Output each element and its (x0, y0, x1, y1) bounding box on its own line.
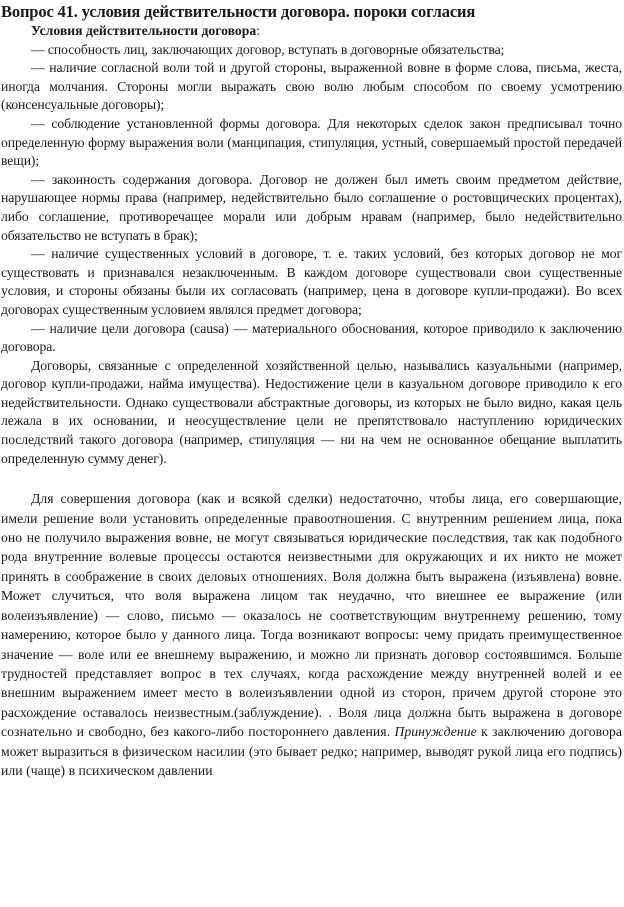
paragraph-gap (1, 468, 622, 489)
will-expression-paragraph (1, 489, 622, 780)
will-section (1, 489, 622, 780)
page-title: Вопрос 41. условия действительности договора. пороки согласия (1, 2, 476, 21)
subtitle-text: Условия действительности договора (31, 23, 257, 38)
will-paragraph-start: Для совершения договора (как и всякой сделки) недостаточно, чтобы лица, его совершающие, имели решение воли установить определенные правоотношения. С внутренним решением лица, пока оно не получило выражения вовне, не могут связываться юридические последствия, так как подобного рода внутренние волевые процессы остаются неизвестными для окружающих и их никто не может принять в соображение в своих деловых отношениях. Воля должна быть выражена (изъявлена) вовне. Может случиться, что воля выражена лицом так неудачно, что внешнее ее выражение (или волеизъявление) — слово, письмо — оказалось не соответствующим внутреннему решению, тому намерению, которое было у данного лица. Тогда возникают вопросы: чему придать преимущественное значение — воле или ее внешнему выражению, и можно ли признать договор состоявшимся. Больше трудностей представляет вопрос в тех случаях, когда расхождение между внутренней волей и ее внешним выражением имеет место в волеизъявлении одной из сторон, причем другой стороне это расхождение оставалось неизвестным.(заблуждение). . Воля лица должна быть выражена в договоре сознательно и свободно, без какого-либо постороннего давления. (1, 491, 622, 740)
condition-legality: — законность содержания договора. Договор не должен был иметь своим предметом действие, нарушающее нормы права (например, недействительно было соглашение о ростовщических процентах), либо соглашение, противоречащее морали или добрым нравам (например, было недействительно обязательство не вступать в брак); (1, 171, 622, 243)
condition-causa: — наличие цели договора (causa) — материального обоснования, которое приводило к заключению договора. (1, 320, 622, 355)
section-subtitle (1, 22, 622, 41)
coercion-term: Принуждение (394, 724, 477, 740)
will-paragraph-end: к заключению договора может выразиться в физическом насилии (это бывает редко; например, выводят рукой лица его подпись) или (чаще) в психическом давлении (1, 724, 623, 778)
subtitle-colon: : (256, 23, 260, 38)
condition-consent: — наличие согласной воли той и другой стороны, выраженной вовне в форме слова, письма, жеста, иногда молчания. Стороны могли выражать свою волю любым способом по своему усмотрению (консенсуальные договоры); (1, 60, 622, 113)
condition-form: — соблюдение установленной формы договора. Для некоторых сделок закон предписывал точно определенную форму выражения воли (манципация, стипуляция, устный, совершаемый простой передачей вещи); (1, 115, 622, 169)
condition-capacity: — способность лиц, заключающих договор, вступать в договорные обязательства; (31, 41, 505, 57)
condition-essential-terms: — наличие существенных условий в договоре, т. е. таких условий, без которых договор не мог существовать и признавался незаключенным. В каждом договоре существовали свои существенные условия, и стороны обязаны были их согласовать (например, цена в договоре купли-продажи). Во всех договорах существенным условием являлся предмет договора; (1, 246, 622, 317)
causal-contracts-paragraph: Договоры, связанные с определенной хозяйственной целью, назывались казуальными (например, договор купли-продажи, найма имущества). Недостижение цели в казуальном договоре приводило к его недействительности. Однако существовали абстрактные договоры, из которых не было видно, какая цель лежала в их основании, и неосуществление цели не препятствовало наступлению юридических последствий такого договора (например, стипуляция — ни на чем не основанное обещание выплатить определенную сумму денег). (1, 357, 622, 466)
